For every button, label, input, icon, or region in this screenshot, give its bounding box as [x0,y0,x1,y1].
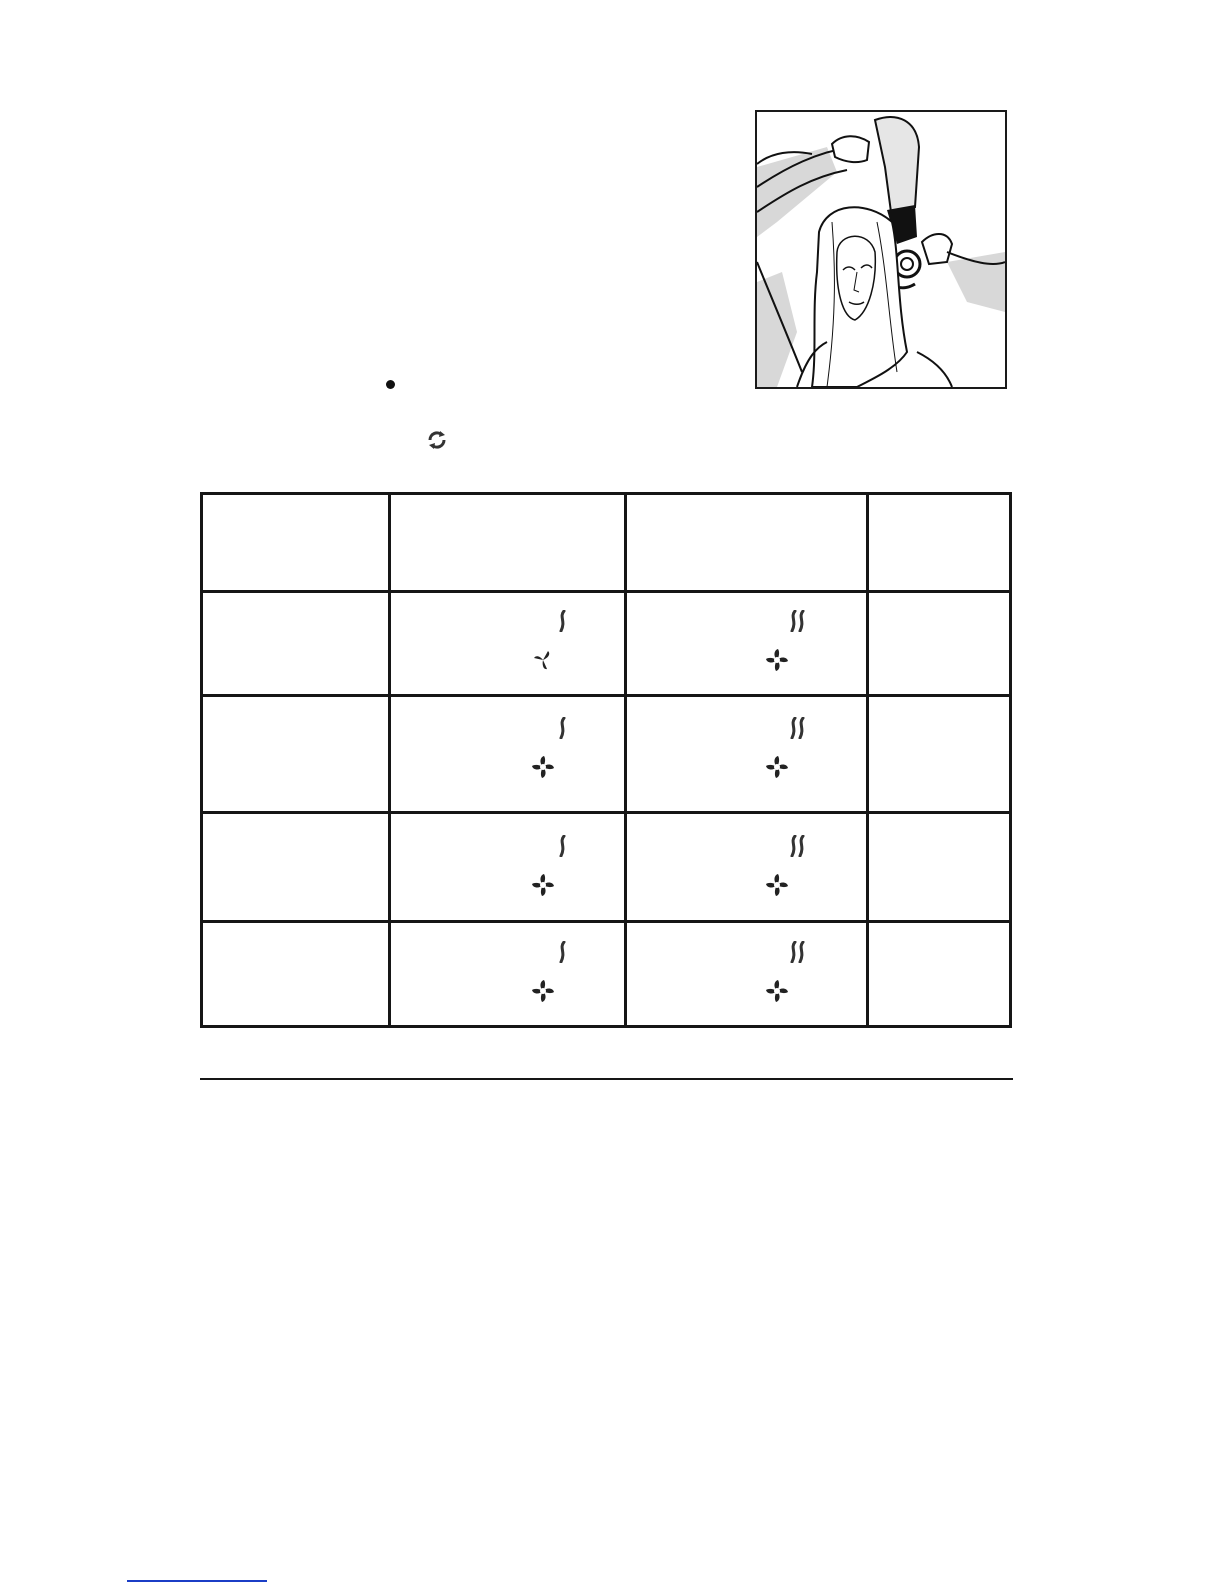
woman-drying-hair-icon [757,112,1005,387]
fan-high-icon [765,873,789,902]
row-divider [203,811,1009,814]
fan-high-icon [531,979,555,1008]
heat-level-1-icon [557,610,569,637]
heat-level-1-icon [557,717,569,744]
fan-high-icon [531,755,555,784]
row-divider [203,590,1009,593]
fan-high-icon [765,979,789,1008]
column-divider [624,495,627,1025]
bullet-dot-icon [386,380,395,389]
heat-level-2-icon [789,610,807,637]
row-divider [203,920,1009,923]
footer-link-underline[interactable] [127,1580,267,1582]
section-divider [200,1078,1013,1080]
column-divider [866,495,869,1025]
fan-low-icon [531,648,555,677]
settings-table [200,492,1012,1028]
heat-level-2-icon [789,835,807,862]
column-divider [388,495,391,1025]
heat-level-2-icon [789,717,807,744]
row-divider [203,694,1009,697]
fan-high-icon [765,755,789,784]
heat-level-1-icon [557,835,569,862]
heat-level-1-icon [557,941,569,968]
heat-level-2-icon [789,941,807,968]
rotate-icon [426,429,448,451]
fan-high-icon [531,873,555,902]
hair-dryer-illustration [755,110,1007,389]
fan-high-icon [765,648,789,677]
